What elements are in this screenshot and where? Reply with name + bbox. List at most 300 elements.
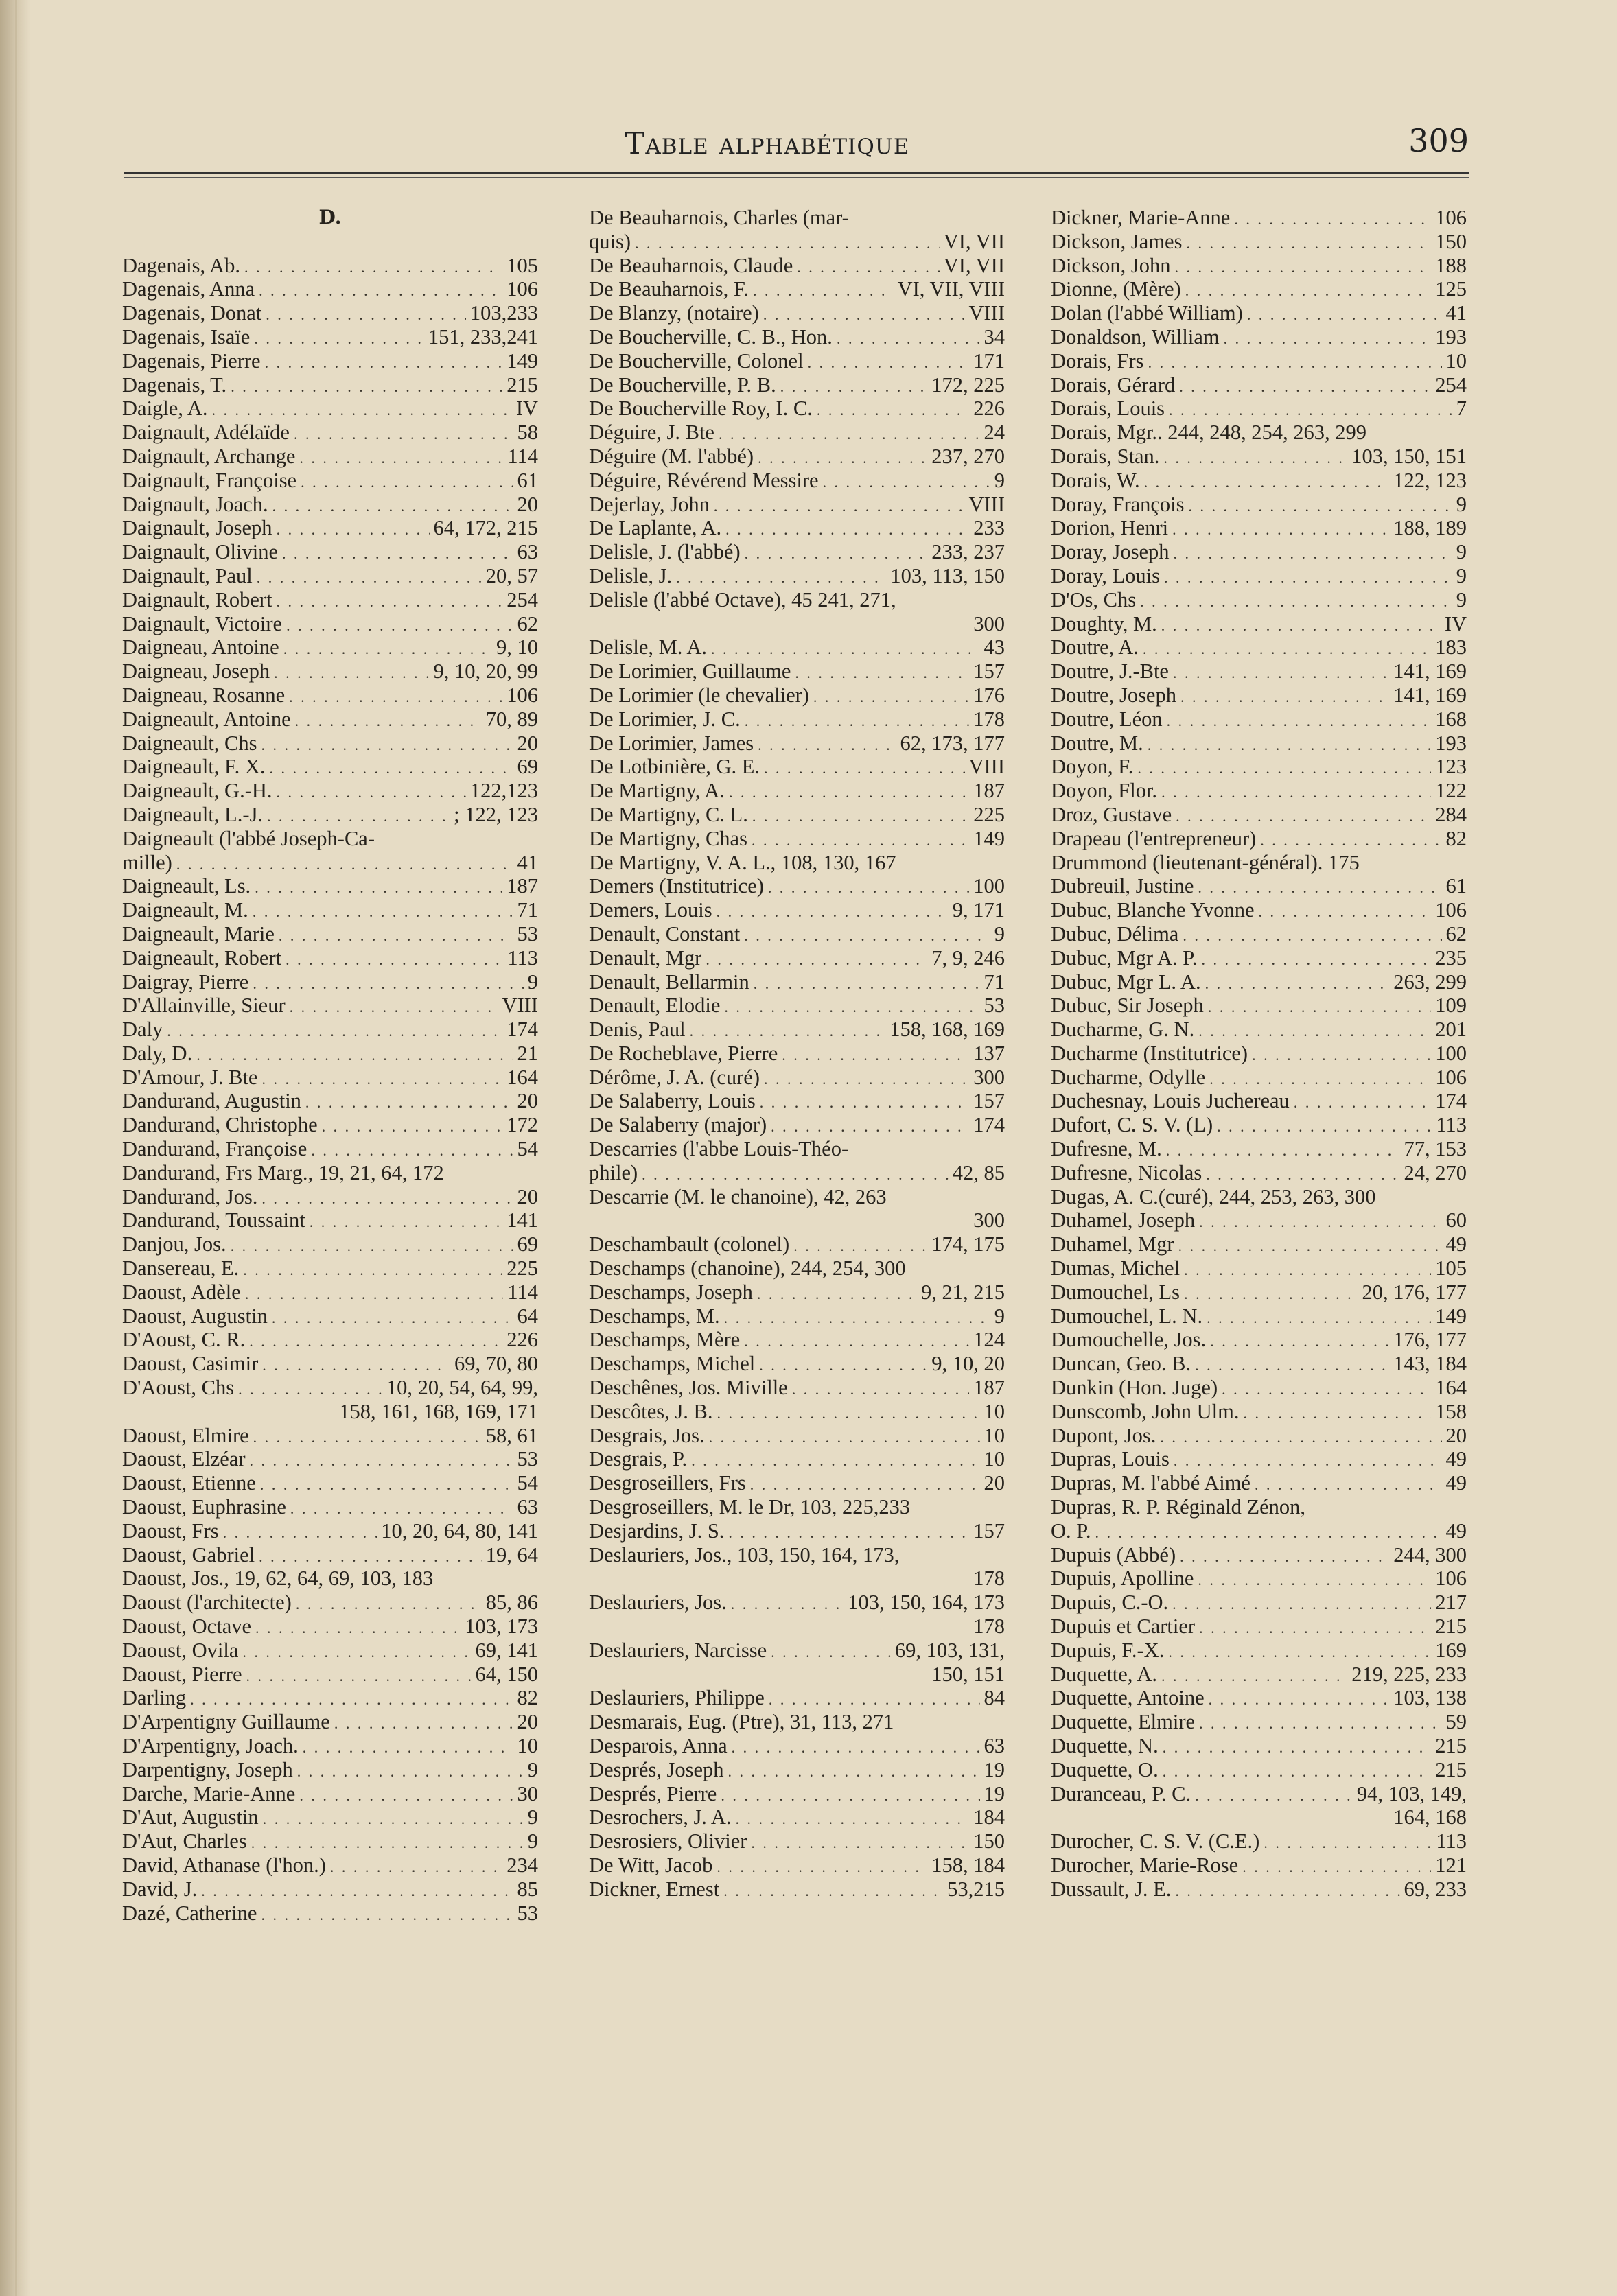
entry-page-refs: 10: [984, 1399, 1005, 1423]
entry-name: Dionne, (Mère): [1051, 277, 1181, 301]
dot-leader: [797, 256, 939, 280]
entry-page-refs: 64: [517, 1304, 538, 1328]
entry-page-refs: 84: [984, 1686, 1005, 1710]
entry-page-refs: 149: [507, 349, 538, 373]
dot-leader: [717, 900, 949, 924]
entry-page-refs: 149: [1435, 1304, 1467, 1328]
index-entry-continuation: [589, 612, 1005, 636]
entry-page-refs: 64, 150: [475, 1662, 538, 1686]
entry-page-refs: 187: [973, 1376, 1005, 1400]
entry-name: Daly, D.: [122, 1041, 193, 1065]
index-entry: [122, 1447, 538, 1471]
entry-page-refs: 20: [517, 1184, 538, 1208]
dot-leader: [1199, 1712, 1441, 1736]
entry-page-refs: 19, 64: [485, 1543, 538, 1567]
dot-leader: [808, 351, 970, 375]
index-entry: [589, 946, 1005, 970]
index-entry: [122, 1710, 538, 1734]
entry-name: Durocher, Marie-Rose: [1051, 1853, 1239, 1877]
entry-name: Dagenais, Isaïe: [122, 325, 251, 349]
dot-leader: [763, 303, 965, 327]
entry-page-refs: 106: [507, 277, 538, 301]
index-entry: [589, 1113, 1005, 1137]
dot-leader: [642, 1163, 949, 1187]
entry-page-refs: 49: [1445, 1471, 1467, 1495]
dot-leader: [1148, 351, 1442, 375]
index-entry: [589, 1376, 1005, 1400]
index-entry: [1051, 1495, 1467, 1519]
dot-leader: [296, 1593, 482, 1617]
entry-name: De Boucherville, P. B.: [589, 373, 776, 397]
index-entry: [589, 779, 1005, 803]
entry-page-refs: 53: [517, 922, 538, 946]
entry-name: Doyon, F.: [1051, 755, 1134, 779]
entry-page-refs: 183: [1435, 635, 1467, 659]
dot-leader: [1198, 876, 1441, 900]
entry-page-refs: 176: [973, 683, 1005, 707]
index-entry: [589, 564, 1005, 588]
entry-name: Dagenais, Ab.: [122, 253, 240, 277]
entry-page-refs: VIII: [968, 301, 1005, 325]
dot-leader: [305, 1091, 513, 1115]
index-entry: [122, 349, 538, 373]
entry-page-refs: 141, 169: [1393, 683, 1467, 707]
entry-page-refs: 9: [527, 970, 538, 994]
entry-page-refs: 113: [507, 946, 538, 970]
entry-page-refs: 61: [1445, 874, 1467, 898]
index-entry: [122, 1829, 538, 1853]
dot-leader: [245, 1282, 504, 1307]
dot-leader: [744, 1330, 969, 1354]
entry-name: Darling: [122, 1686, 187, 1710]
entry-page-refs: 10: [1445, 349, 1467, 373]
entry-page-refs: 103, 138: [1393, 1686, 1467, 1710]
dot-leader: [266, 303, 466, 327]
index-entry: [589, 277, 1005, 301]
entry-name: David, Athanase (l'hon.): [122, 1853, 326, 1877]
dot-leader: [261, 734, 513, 758]
dot-leader: [251, 1831, 524, 1855]
entry-page-refs: 193: [1435, 325, 1467, 349]
entry-page-refs: VIII: [502, 994, 538, 1018]
entry-name: Després, Joseph: [589, 1757, 724, 1781]
entry-page-refs: 19: [984, 1781, 1005, 1805]
entry-page-refs: 9: [1456, 492, 1467, 516]
entry-page-refs: 150: [973, 1829, 1005, 1853]
entry-name: D'Aoust, Chs: [122, 1376, 235, 1400]
index-entry: [1051, 1161, 1467, 1185]
entry-name: Descôtes, J. B.: [589, 1399, 713, 1423]
dot-leader: [1186, 232, 1431, 256]
index-entry: [589, 1686, 1005, 1710]
dot-leader: [272, 495, 513, 519]
dot-leader: [714, 495, 965, 519]
dot-leader: [1294, 1091, 1431, 1115]
entry-page-refs: 69: [517, 755, 538, 779]
index-entry: [1051, 1400, 1467, 1424]
entry-page-refs: 60: [1445, 1208, 1467, 1232]
index-entry: [122, 1615, 538, 1639]
entry-name: Dazé, Catherine: [122, 1901, 257, 1925]
entry-name: Duranceau, P. C.: [1051, 1781, 1191, 1805]
entry-page-refs: 174: [973, 1113, 1005, 1137]
entry-page-refs: VIII: [968, 492, 1005, 516]
dot-leader: [691, 1449, 979, 1473]
entry-name: Daignault, Joseph: [122, 516, 272, 540]
entry-page-refs: 233: [973, 516, 1005, 540]
index-entry: [122, 1424, 538, 1448]
dot-leader: [1164, 566, 1452, 590]
entry-page-refs: 63: [517, 540, 538, 564]
entry-name: Dumouchel, Ls: [1051, 1280, 1180, 1304]
entry-name: Demers, Louis: [589, 898, 712, 922]
entry-name: Durocher, C. S. V. (C.E.): [1051, 1829, 1260, 1853]
dot-leader: [745, 710, 970, 734]
dot-leader: [1206, 1163, 1399, 1187]
dot-leader: [1172, 518, 1389, 542]
entry-name: Dorais, Louis: [1051, 397, 1165, 421]
index-entry: [1051, 421, 1467, 445]
entry-page-refs: 9: [527, 1829, 538, 1853]
entry-name: Daigneault, Antoine: [122, 707, 291, 731]
entry-page-refs: 24: [984, 421, 1005, 445]
entry-name: Dupuis (Abbé): [1051, 1543, 1176, 1567]
entry-name: Dickson, John: [1051, 253, 1171, 277]
dot-leader: [1166, 1139, 1400, 1163]
entry-name: Dandurand, Augustin: [122, 1089, 301, 1113]
entry-page-refs: 254: [1435, 373, 1467, 397]
entry-name: Doughty, M.: [1051, 611, 1157, 635]
entry-page-refs: 141: [507, 1208, 538, 1232]
entry-page-refs: 9, 21, 215: [921, 1280, 1005, 1304]
index-entry: [589, 1829, 1005, 1853]
entry-name: Dandurand, Toussaint: [122, 1208, 305, 1232]
entry-page-refs: 178: [973, 1615, 1005, 1639]
section-gap: [122, 230, 538, 254]
dot-leader: [310, 1210, 503, 1234]
dot-leader: [290, 1497, 513, 1521]
index-column-3: [1051, 206, 1467, 1901]
entry-page-refs: 58: [517, 421, 538, 445]
dot-leader: [1185, 279, 1432, 303]
entry-name: Desgroseillers, M. le Dr, 103, 225,233: [589, 1495, 911, 1519]
entry-page-refs: 178: [973, 707, 1005, 731]
index-entry: [589, 1328, 1005, 1352]
entry-name: Daigneault, M.: [122, 898, 248, 922]
index-entry: [1051, 1185, 1467, 1209]
index-entry: [589, 469, 1005, 493]
index-entry: [122, 635, 538, 659]
entry-page-refs: 106: [1435, 206, 1467, 229]
index-entry: [122, 1089, 538, 1113]
dot-leader: [732, 1736, 980, 1760]
entry-name: Daoust, Octave: [122, 1615, 252, 1639]
index-entry: [589, 206, 1005, 230]
dot-leader: [1260, 829, 1441, 853]
entry-page-refs: 61: [517, 468, 538, 492]
entry-name: Daigneault, F. X.: [122, 755, 266, 779]
index-entry: [589, 1042, 1005, 1066]
entry-name: Daigray, Pierre: [122, 970, 249, 994]
index-entry: [589, 898, 1005, 922]
dot-leader: [322, 1115, 503, 1139]
entry-name: Duquette, Elmire: [1051, 1710, 1196, 1734]
entry-page-refs: 234: [507, 1853, 538, 1877]
dot-leader: [728, 1521, 969, 1545]
entry-name: Dubuc, Délima: [1051, 922, 1179, 946]
entry-page-refs: 219, 225, 233: [1351, 1662, 1467, 1686]
entry-page-refs: 150, 151: [931, 1662, 1005, 1686]
entry-page-refs: 53: [517, 1447, 538, 1471]
index-entry: [1051, 301, 1467, 325]
dot-leader: [706, 948, 927, 972]
index-entry: [1051, 493, 1467, 517]
entry-name: Daoust, Casimir: [122, 1352, 259, 1376]
entry-page-refs: 172: [507, 1113, 538, 1137]
entry-page-refs: 300: [973, 1065, 1005, 1089]
entry-page-refs: 225: [973, 802, 1005, 826]
dot-leader: [728, 1760, 980, 1784]
index-entry: [1051, 779, 1467, 803]
index-entry: [589, 1137, 1005, 1161]
entry-name: Daigneault, Marie: [122, 922, 275, 946]
entry-page-refs: 10, 20, 64, 80, 141: [381, 1519, 538, 1543]
index-entry: [122, 851, 538, 875]
dot-leader: [1198, 1020, 1431, 1044]
dot-leader: [1195, 1784, 1353, 1808]
entry-page-refs: 71: [517, 898, 538, 922]
entry-page-refs: 21: [517, 1041, 538, 1065]
dot-leader: [176, 853, 513, 877]
index-entry: [122, 1567, 538, 1591]
entry-page-refs: IV: [1444, 611, 1467, 635]
index-entry: [589, 230, 1005, 254]
entry-name: Dubuc, Mgr L. A.: [1051, 970, 1201, 994]
entry-name: Daigneault, Robert: [122, 946, 282, 970]
entry-name: Duquette, N.: [1051, 1734, 1159, 1757]
entry-page-refs: 122: [1435, 779, 1467, 803]
dot-leader: [231, 1234, 513, 1258]
index-entry: [122, 1042, 538, 1066]
dot-leader: [1209, 1688, 1390, 1712]
entry-page-refs: 215: [1435, 1734, 1467, 1757]
entry-name: Dupuis et Cartier: [1051, 1615, 1196, 1639]
dot-leader: [1180, 1545, 1389, 1569]
dot-leader: [283, 637, 492, 661]
index-entry: [1051, 1829, 1467, 1853]
entry-page-refs: 201: [1435, 1018, 1467, 1042]
entry-name: Duhamel, Joseph: [1051, 1208, 1196, 1232]
entry-page-refs: 176, 177: [1393, 1328, 1467, 1352]
dot-leader: [1161, 781, 1431, 805]
dot-leader: [1179, 375, 1431, 399]
dot-leader: [690, 1020, 886, 1044]
dot-leader: [1255, 1473, 1442, 1497]
index-entry: [1051, 612, 1467, 636]
index-entry: [1051, 1615, 1467, 1639]
dot-leader: [711, 637, 980, 661]
entry-name: Daigneault, L.-J.: [122, 802, 263, 826]
entry-name: Dandurand, Frs Marg., 19, 21, 64, 172: [122, 1160, 444, 1184]
index-entry: [1051, 1663, 1467, 1687]
index-entry: [1051, 659, 1467, 683]
entry-page-refs: 158: [1435, 1399, 1467, 1423]
index-entry: [1051, 230, 1467, 254]
dot-leader: [272, 1307, 513, 1331]
entry-name: David, J.: [122, 1877, 198, 1901]
index-entry: [589, 1639, 1005, 1663]
dot-leader: [780, 375, 927, 399]
entry-name: D'Aoust, C. R.: [122, 1328, 246, 1352]
dot-leader: [1161, 614, 1441, 638]
dot-leader: [255, 876, 502, 900]
entry-name: Dagenais, Donat: [122, 301, 262, 325]
entry-name: Déguire (M. l'abbé): [589, 444, 754, 468]
dot-leader: [1143, 637, 1431, 661]
entry-name: Daignault, Adélaïde: [122, 421, 290, 445]
index-entry: [1051, 1447, 1467, 1471]
dot-leader: [1176, 805, 1431, 829]
entry-name: Delisle (l'abbé Octave), 45 241, 271,: [589, 587, 896, 611]
entry-name: De Rocheblave, Pierre: [589, 1041, 778, 1065]
dot-leader: [1259, 900, 1432, 924]
index-entry: [122, 1901, 538, 1925]
dot-leader: [243, 1258, 502, 1282]
entry-name: Dupuis, C.-O.: [1051, 1591, 1169, 1615]
entry-page-refs: 125: [1435, 277, 1467, 301]
index-entry: [589, 874, 1005, 898]
dot-leader: [1210, 1330, 1389, 1354]
index-entry: [589, 349, 1005, 373]
index-entry: [122, 1232, 538, 1256]
entry-name: Doray, François: [1051, 492, 1185, 516]
entry-page-refs: 9: [994, 468, 1005, 492]
entry-name: De Martigny, C. L.: [589, 802, 748, 826]
dot-leader: [744, 924, 990, 948]
entry-page-refs: 41: [517, 850, 538, 874]
index-entry: [122, 254, 538, 278]
entry-page-refs: 215: [507, 373, 538, 397]
index-entry: [1051, 1567, 1467, 1591]
entry-name: Deschamps (chanoine), 244, 254, 300: [589, 1256, 906, 1280]
entry-page-refs: 77, 153: [1404, 1137, 1467, 1161]
entry-page-refs: 9: [1456, 540, 1467, 564]
dot-leader: [771, 1641, 891, 1665]
dot-leader: [635, 232, 940, 256]
entry-page-refs: 9, 171: [952, 898, 1005, 922]
entry-page-refs: 20: [1445, 1423, 1467, 1447]
index-entry: [1051, 1066, 1467, 1090]
entry-name: mille): [122, 850, 172, 874]
dot-leader: [1163, 1736, 1432, 1760]
entry-name: Dandurand, Jos.: [122, 1184, 258, 1208]
index-entry: [1051, 1782, 1467, 1806]
dot-leader: [1247, 303, 1442, 327]
entry-name: De Boucherville, Colonel: [589, 349, 804, 373]
dot-leader: [289, 686, 502, 710]
dot-leader: [745, 542, 928, 566]
dot-leader: [1184, 1258, 1431, 1282]
index-entry: [122, 1280, 538, 1304]
entry-page-refs: 300: [973, 1208, 1005, 1232]
dot-leader: [721, 1784, 979, 1808]
entry-name: Deslauriers, Narcisse: [589, 1638, 767, 1662]
index-entry: [589, 659, 1005, 683]
index-entry: [122, 922, 538, 946]
index-entry: [122, 1543, 538, 1567]
entry-name: quis): [589, 229, 631, 253]
index-entry: [1051, 1304, 1467, 1328]
entry-page-refs: 9: [1456, 563, 1467, 587]
entry-name: Dumouchelle, Jos.: [1051, 1328, 1207, 1352]
dot-leader: [760, 1091, 969, 1115]
entry-page-refs: 103,233: [469, 301, 538, 325]
index-entry: [589, 755, 1005, 779]
index-entry: [122, 803, 538, 827]
dot-leader: [261, 1068, 502, 1092]
entry-name: Dubreuil, Justine: [1051, 874, 1194, 898]
index-entry: [1051, 277, 1467, 301]
entry-page-refs: 9: [994, 1304, 1005, 1328]
entry-name: Daignault, Paul: [122, 563, 253, 587]
dot-leader: [1184, 1282, 1358, 1307]
index-entry: [122, 755, 538, 779]
entry-name: Darpentigny, Joseph: [122, 1757, 293, 1781]
index-entry: [589, 301, 1005, 325]
entry-page-refs: 82: [517, 1686, 538, 1710]
entry-name: Daoust (l'architecte): [122, 1591, 292, 1615]
entry-page-refs: 71: [984, 970, 1005, 994]
entry-name: Denault, Elodie: [589, 994, 721, 1018]
index-entry: [589, 683, 1005, 707]
entry-name: Daoust, Euphrasine: [122, 1495, 286, 1519]
index-entry: [589, 922, 1005, 946]
index-entry: [122, 970, 538, 994]
entry-page-refs: 41: [1445, 301, 1467, 325]
index-entry: [1051, 1352, 1467, 1376]
dot-leader: [837, 327, 980, 351]
entry-page-refs: 69, 233: [1404, 1877, 1467, 1901]
index-entry: [122, 588, 538, 612]
entry-name: Dérôme, J. A. (curé): [589, 1065, 760, 1089]
index-entry: [122, 421, 538, 445]
entry-page-refs: 184: [973, 1805, 1005, 1829]
entry-page-refs: 106: [507, 683, 538, 707]
dot-leader: [242, 1641, 471, 1665]
entry-name: Daigneault, G.-H.: [122, 779, 272, 803]
entry-name: Denault, Bellarmin: [589, 970, 749, 994]
entry-name: Daignault, Olivine: [122, 540, 279, 564]
entry-page-refs: 10: [984, 1423, 1005, 1447]
entry-name: Dumouchel, L. N.: [1051, 1304, 1203, 1328]
dot-leader: [771, 1115, 969, 1139]
entry-name: Deschamps, Michel: [589, 1352, 756, 1376]
entry-name: De Lotbinière, G. E.: [589, 755, 760, 779]
dot-leader: [793, 1234, 927, 1258]
entry-page-refs: 9: [527, 1805, 538, 1829]
entry-page-refs: IV: [515, 397, 538, 421]
dot-leader: [758, 447, 927, 471]
dot-leader: [301, 471, 513, 495]
dot-leader: [1217, 1115, 1432, 1139]
index-entry: [589, 803, 1005, 827]
entry-page-refs: 157: [973, 659, 1005, 683]
index-entry: [1051, 1471, 1467, 1495]
index-entry: [1051, 1042, 1467, 1066]
entry-name: Drapeau (l'entrepreneur): [1051, 826, 1257, 850]
entry-name: De Salaberry (major): [589, 1113, 767, 1137]
entry-page-refs: 149: [973, 826, 1005, 850]
